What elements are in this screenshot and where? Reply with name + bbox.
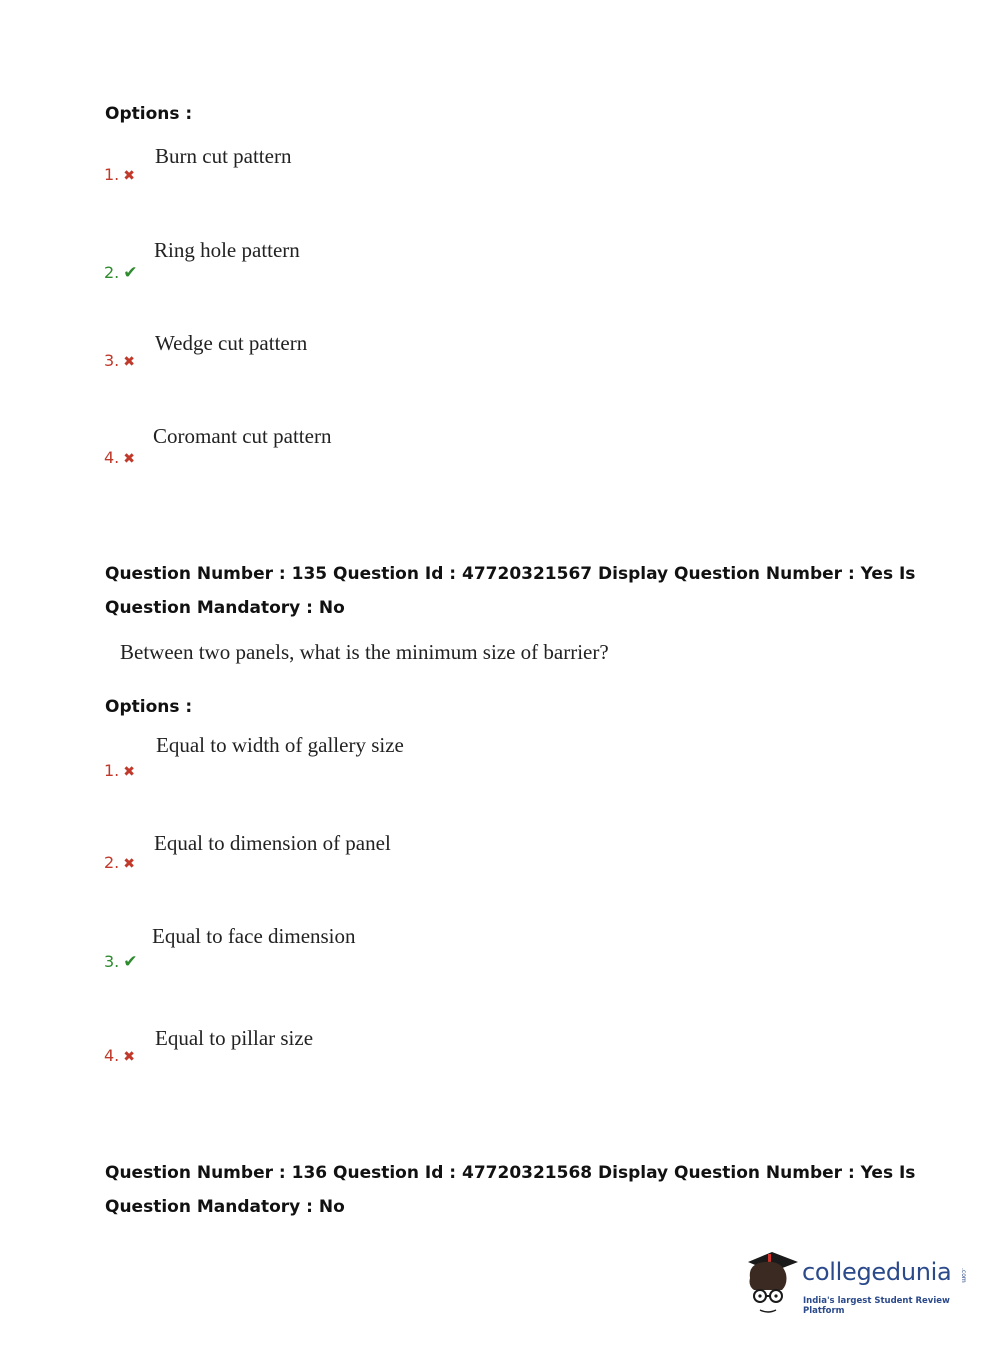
option-number <box>104 165 135 184</box>
logo-tagline: India's largest Student Review Platform <box>803 1296 950 1316</box>
option-index: 3. <box>104 952 120 971</box>
option-index: 1. <box>104 761 120 780</box>
cross-icon: ✖ <box>123 451 135 467</box>
option-number <box>104 263 138 283</box>
option-index: 3. <box>104 351 120 370</box>
option-text: Wedge cut pattern <box>155 331 308 355</box>
option-text: Ring hole pattern <box>154 238 300 262</box>
question-header: Question Number : 136 Question Id : 47720321568 Display Question Number : Yes Is Question Mandatory : No <box>105 1163 916 1217</box>
option-number <box>104 1046 135 1065</box>
option-text: Equal to width of gallery size <box>156 733 404 757</box>
question-header: Question Number : 135 Question Id : 47720321567 Display Question Number : Yes Is Question Mandatory : No <box>105 564 916 618</box>
option-number <box>104 351 135 370</box>
cross-icon: ✖ <box>123 168 135 184</box>
logo-wordmark: collegedunia <box>802 1258 952 1286</box>
option-number <box>104 448 135 467</box>
check-icon: ✔ <box>123 952 138 972</box>
option-text: Equal to dimension of panel <box>154 831 391 855</box>
options-label: Options : <box>105 697 193 717</box>
cross-icon: ✖ <box>123 1049 135 1065</box>
option-text: Coromant cut pattern <box>153 424 332 448</box>
question-text: Between two panels, what is the minimum size of barrier? <box>120 640 609 664</box>
cross-icon: ✖ <box>123 856 135 872</box>
collegedunia-logo[interactable] <box>742 1250 972 1320</box>
cross-icon: ✖ <box>123 354 135 370</box>
option-number <box>104 952 138 972</box>
option-number <box>104 853 135 872</box>
option-index: 2. <box>104 263 120 282</box>
option-text: Equal to pillar size <box>155 1026 314 1050</box>
option-text: Burn cut pattern <box>155 144 292 168</box>
option-number <box>104 761 135 780</box>
cross-icon: ✖ <box>123 764 135 780</box>
option-index: 2. <box>104 853 120 872</box>
options-label: Options : <box>105 104 193 124</box>
option-index: 4. <box>104 448 120 467</box>
logo-domain: .com <box>960 1268 967 1283</box>
check-icon: ✔ <box>123 263 138 283</box>
option-index: 1. <box>104 165 120 184</box>
mascot-icon <box>742 1250 802 1320</box>
option-text: Equal to face dimension <box>152 924 356 948</box>
option-index: 4. <box>104 1046 120 1065</box>
